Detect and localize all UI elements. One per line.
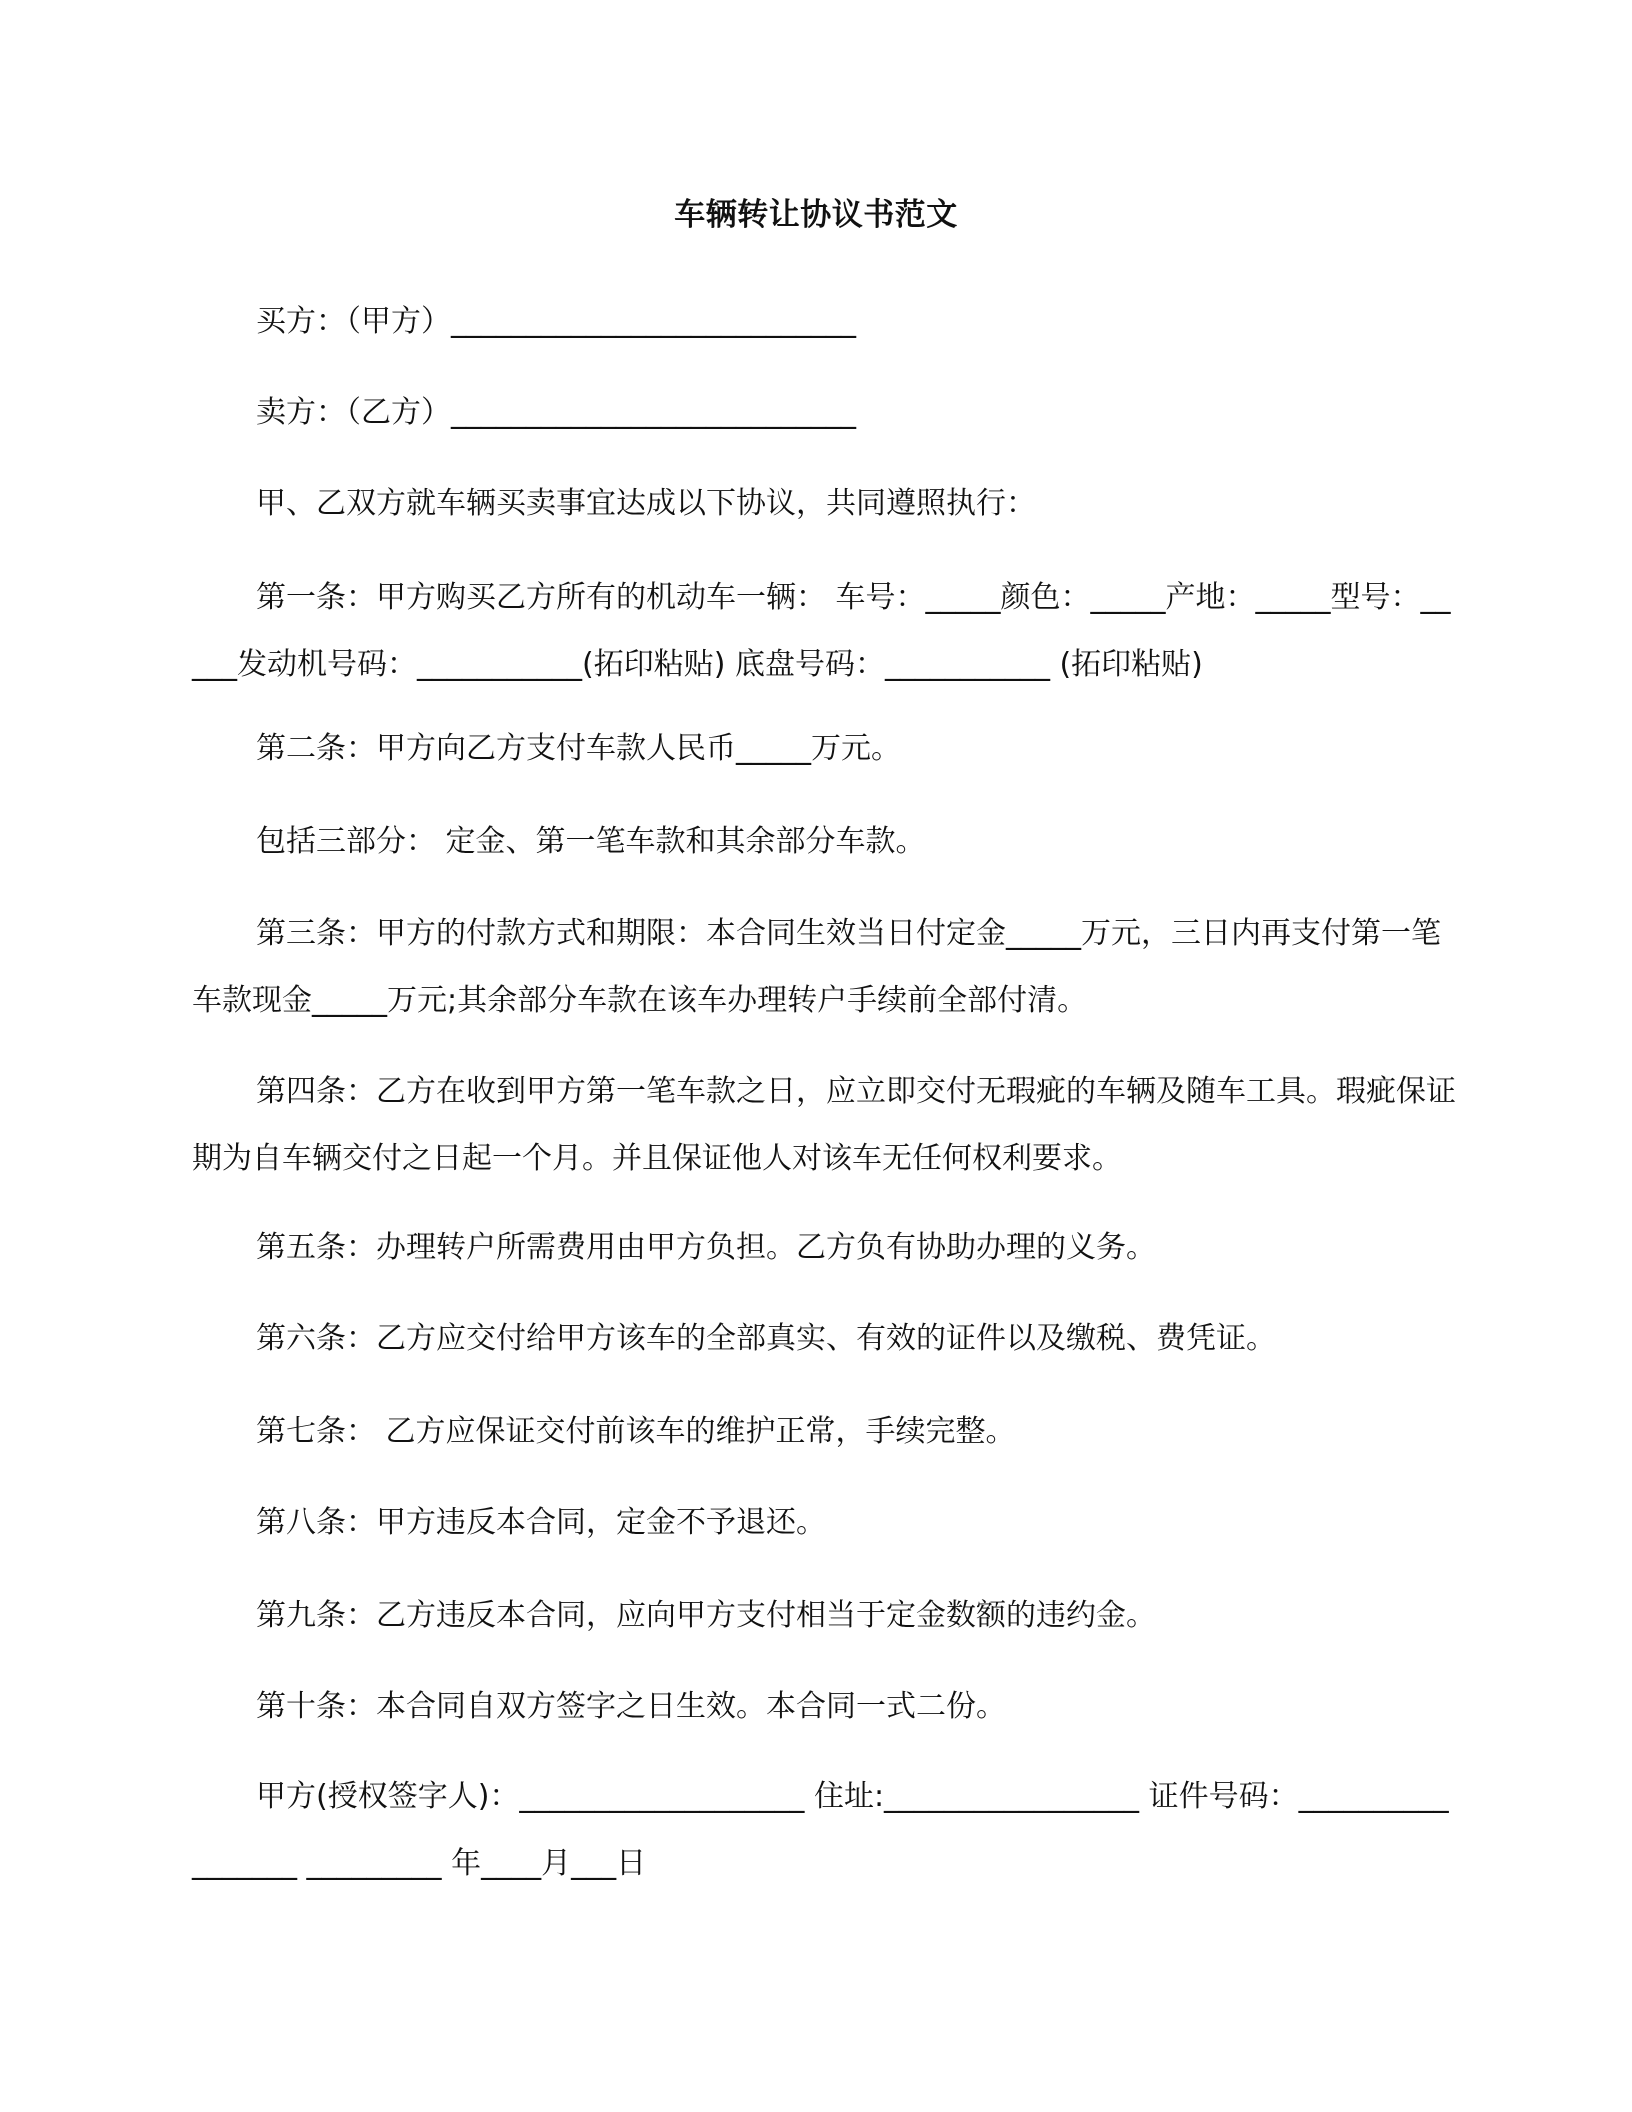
article-3: 第三条：甲方的付款方式和期限：本合同生效当日付定金_____万元，三日内再支付第一笔车款现金_____万元;其余部分车款在该车办理转户手续前全部付清。: [192, 916, 1441, 1018]
article-2-parts: 包括三部分： 定金、第一笔车款和其余部分车款。: [256, 824, 926, 859]
article-2: 第二条：甲方向乙方支付车款人民币_____万元。: [256, 731, 901, 766]
intro-paragraph: 甲、乙双方就车辆买卖事宜达成以下协议，共同遵照执行：: [256, 486, 1036, 521]
article-10: 第十条：本合同自双方签字之日生效。本合同一式二份。: [256, 1689, 1006, 1724]
article-9: 第九条：乙方违反本合同，应向甲方支付相当于定金数额的违约金。: [256, 1598, 1156, 1633]
document-title: 车辆转让协议书范文: [674, 197, 958, 233]
article-4: 第四条：乙方在收到甲方第一笔车款之日，应立即交付无瑕疵的车辆及随车工具。瑕疵保证期为自车辆交付之日起一个月。并且保证他人对该车无任何权利要求。: [192, 1074, 1456, 1176]
seller-line: 卖方：（乙方）___________________________: [256, 395, 856, 430]
article-1: 第一条：甲方购买乙方所有的机动车一辆： 车号：_____颜色：_____产地：_____型号：_____发动机号码：___________(拓印粘贴) 底盘号码：___________ (拓印粘贴): [192, 580, 1451, 682]
buyer-line: 买方：（甲方）___________________________: [256, 304, 856, 339]
article-6: 第六条：乙方应交付给甲方该车的全部真实、有效的证件以及缴税、费凭证。: [256, 1321, 1276, 1356]
article-7: 第七条： 乙方应保证交付前该车的维护正常，手续完整。: [256, 1414, 1016, 1449]
article-5: 第五条：办理转户所需费用由甲方负担。乙方负有协助办理的义务。: [256, 1230, 1156, 1265]
signature-block: 甲方(授权签字人)：___________________ 住址:_________________ 证件号码：_________________ _________ 年____月___日: [192, 1779, 1449, 1881]
article-8: 第八条：甲方违反本合同，定金不予退还。: [256, 1505, 826, 1540]
